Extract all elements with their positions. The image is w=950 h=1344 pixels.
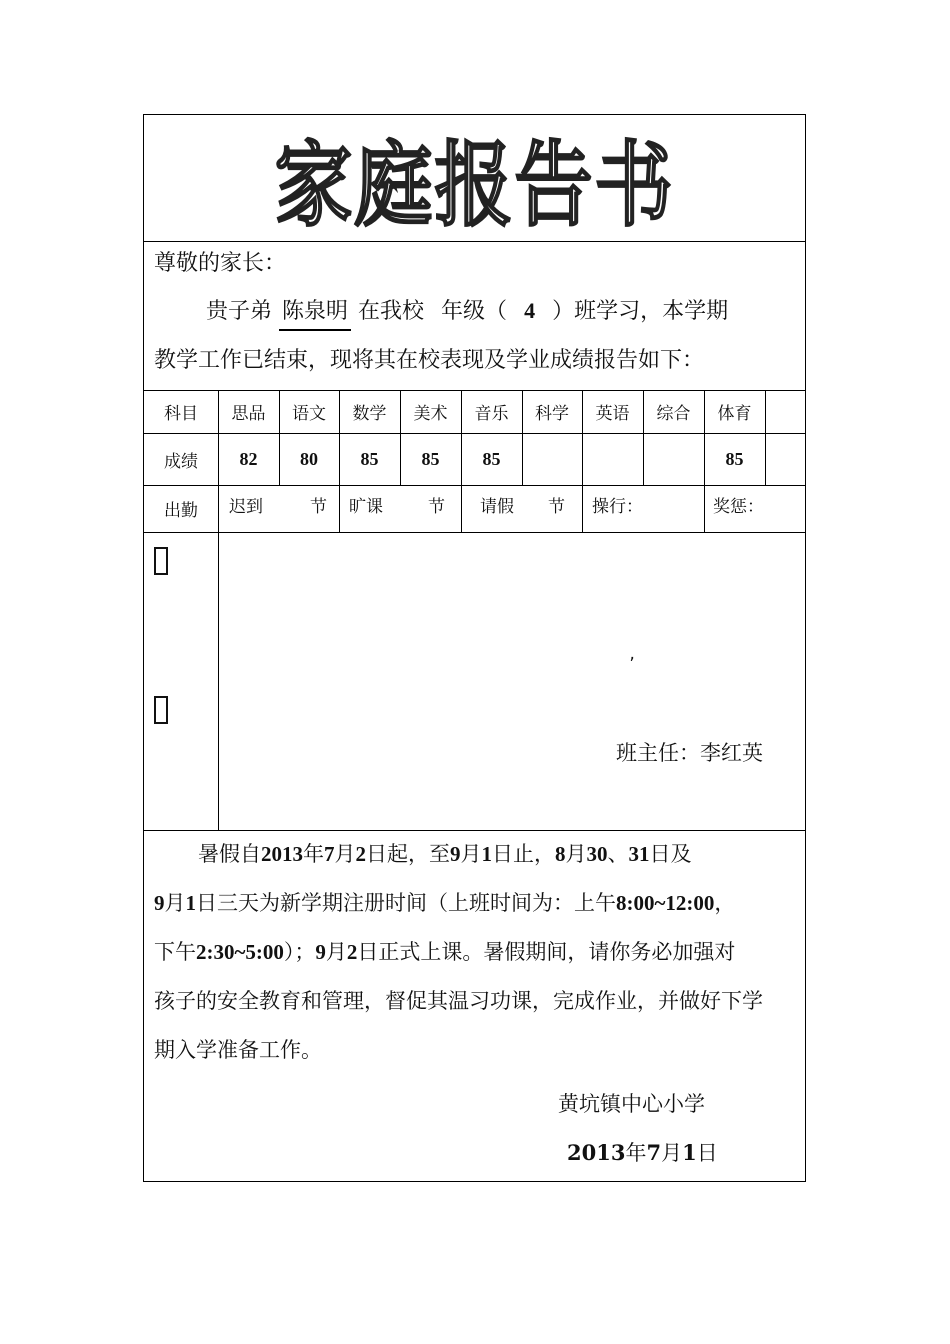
title-banner: [144, 115, 805, 241]
subject-cell: 美术: [413, 404, 448, 424]
late-label: 迟到: [229, 497, 263, 517]
divider: [144, 485, 805, 486]
placeholder-glyph-icon: [154, 547, 168, 575]
notice-line-1: 暑假自2013年7月2日起，至9月1日止，8月30、31日及: [198, 842, 692, 866]
class-number: 4: [524, 298, 536, 323]
subject-cell: 思品: [231, 404, 266, 424]
notice-line-3: 下午2:30~5:00）；9月2日正式上课。暑假期间，请你务必加强对: [154, 940, 736, 964]
divider: [144, 241, 805, 242]
subject-row-label: 科目: [164, 404, 198, 424]
score-cell: [582, 433, 643, 485]
score-cell: 82: [239, 448, 258, 469]
notice-line-4: 孩子的安全教育和管理，督促其温习功课，完成作业，并做好下学: [154, 989, 763, 1013]
score-cell: 80: [300, 448, 318, 469]
intro-line-2: 教学工作已结束，现将其在校表现及学业成绩报告如下：: [154, 348, 705, 373]
score-cell: 85: [360, 448, 379, 469]
subject-cell: 综合: [656, 404, 691, 424]
student-name: 陈泉明: [279, 299, 351, 331]
comment-line-3-tail: ,: [628, 647, 640, 663]
subject-cell: 体育: [717, 404, 752, 424]
subject-cell: 音乐: [474, 404, 509, 424]
placeholder-glyph-icon: [154, 696, 168, 724]
conduct-label: 操行：: [592, 497, 643, 517]
report-date: 2013年7月1日: [567, 1140, 718, 1165]
report-title: 家庭报告书: [274, 133, 675, 240]
score-cell: [522, 433, 582, 485]
summer-notice: [154, 830, 799, 1075]
subject-cell: 英语: [595, 404, 630, 424]
score-cell: [643, 433, 704, 485]
subject-cell: 语文: [292, 404, 326, 424]
greeting: 尊敬的家长：: [154, 251, 287, 276]
score-cell: 85: [421, 448, 440, 469]
teacher-signature: 班主任：李红英: [616, 741, 763, 765]
subject-cell: [765, 390, 805, 433]
attendance-label: 出勤: [164, 501, 198, 521]
notice-line-5: 期入学准备工作。: [154, 1038, 322, 1062]
score-cell: 85: [725, 448, 744, 469]
subject-cell: 科学: [535, 404, 569, 424]
rewards-label: 奖惩：: [713, 497, 764, 517]
score-cell: [765, 433, 805, 485]
col-divider: [218, 532, 219, 830]
school-name: 黄坑镇中心小学: [558, 1092, 705, 1116]
leave-unit: 节: [548, 497, 565, 517]
score-cell: 85: [482, 448, 501, 469]
absent-label: 旷课: [349, 497, 383, 517]
notice-line-2: 9月1日三天为新学期注册时间（上班时间为：上午8:00~12:00，: [154, 891, 736, 915]
divider: [144, 532, 805, 533]
score-row-label: 成绩: [164, 451, 198, 472]
intro-line-1: 贵子弟 陈泉明 在我校 年级（ 4 ）班学习，本学期: [206, 300, 728, 323]
late-unit: 节: [310, 497, 327, 517]
subject-cell: 数学: [352, 404, 387, 424]
report-card-frame: [143, 114, 806, 1182]
absent-unit: 节: [428, 497, 445, 517]
leave-label: 请假: [480, 497, 514, 517]
